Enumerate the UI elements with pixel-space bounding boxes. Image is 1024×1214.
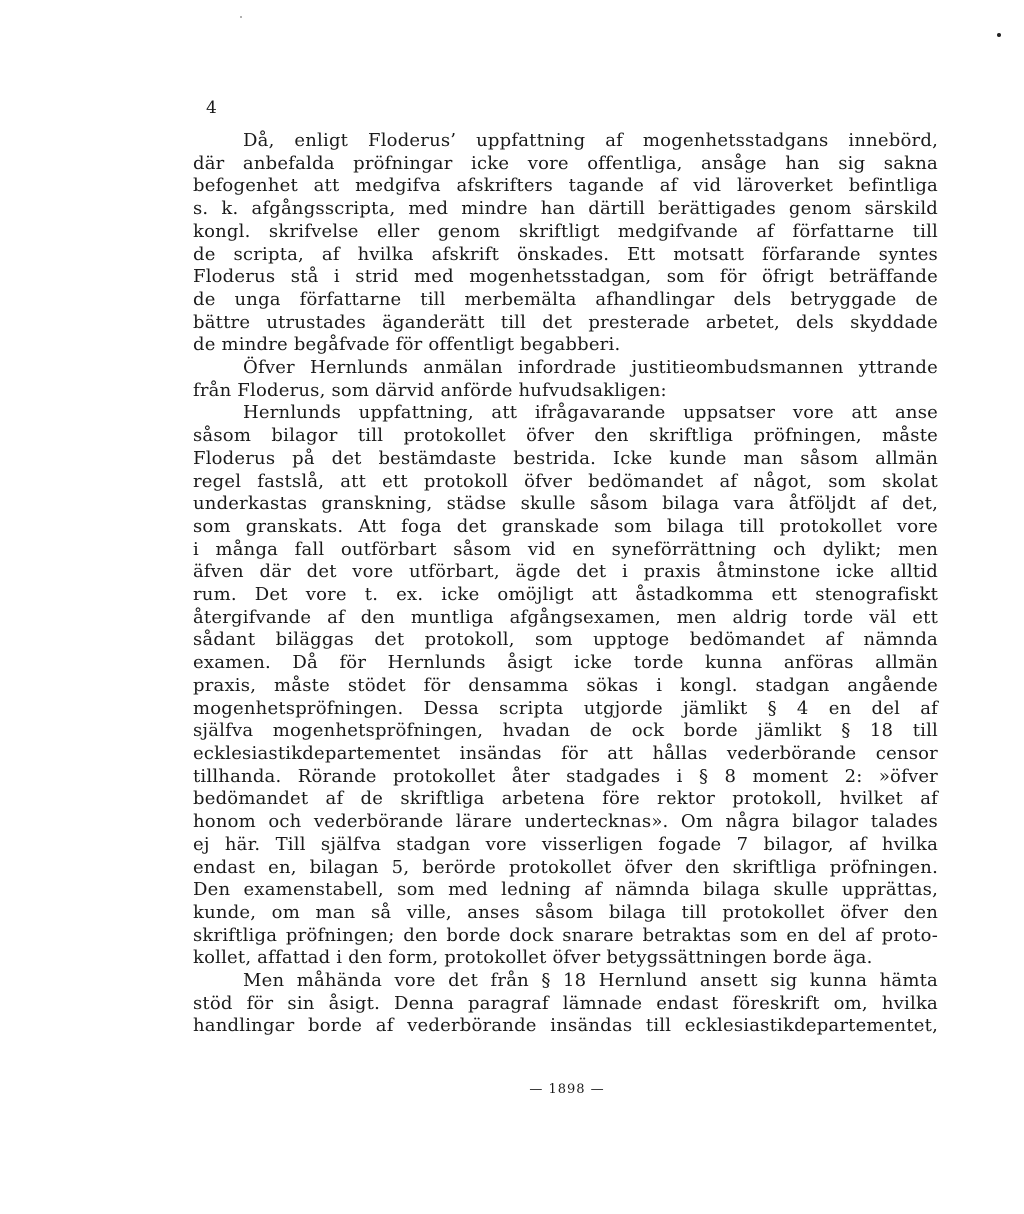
text-line: Hernlunds uppfattning, att ifrågavarande uppsatser vore att anse: [243, 402, 938, 424]
text-line: sådant biläggas det protokoll, som upptoge bedömandet af nämnda: [193, 629, 938, 651]
text-line: där anbefalda pröfningar icke vore offentliga, ansåge han sig sakna: [193, 152, 938, 174]
text-line: kollet, affattad i den form, protokollet öfver betygssättningen borde äga.: [193, 947, 873, 969]
text-line: handlingar borde af vederbörande insändas till ecklesiastikdepartementet,: [193, 1015, 938, 1037]
page-number: 4: [206, 98, 217, 118]
text-line: endast en, bilagan 5, berörde protokollet öfver den skriftliga pröfningen.: [193, 856, 938, 878]
text-line: kunde, om man så ville, anses såsom bilaga till protokollet öfver den: [193, 901, 938, 923]
text-line: återgifvande af den muntliga afgångsexamen, men aldrig torde väl ett: [193, 606, 938, 628]
text-line: ecklesiastikdepartementet insändas för att hållas vederbörande censor: [193, 742, 938, 764]
text-line: Men måhända vore det från § 18 Hernlund ansett sig kunna hämta: [243, 970, 938, 992]
text-line: såsom bilagor till protokollet öfver den skriftliga pröfningen, måste: [193, 425, 938, 447]
text-line: ej här. Till själfva stadgan vore visserligen fogade 7 bilagor, af hvilka: [193, 833, 938, 855]
text-line: rum. Det vore t. ex. icke omöjligt att åstadkomma ett stenografiskt: [193, 584, 938, 606]
text-line: underkastas granskning, städse skulle såsom bilaga vara åtföljdt af det,: [193, 493, 938, 515]
text-line: befogenhet att medgifva afskrifters tagande af vid läroverket befintliga: [193, 175, 938, 197]
text-line: bedömandet af de skriftliga arbetena före rektor protokoll, hvilket af: [193, 788, 938, 810]
text-line: skriftliga pröfningen; den borde dock snarare betraktas som en del af proto-: [193, 924, 938, 946]
text-line: som granskats. Att foga det granskade som bilaga till protokollet vore: [193, 515, 938, 537]
text-line: tillhanda. Rörande protokollet åter stadgades i § 8 moment 2: »öfver: [193, 765, 938, 787]
text-line: Floderus stå i strid med mogenhetsstadgan, som för öfrigt beträffande: [193, 266, 938, 288]
text-line: Den examenstabell, som med ledning af nämnda bilaga skulle upprättas,: [193, 879, 938, 901]
text-line: de mindre begåfvade för offentligt begabberi.: [193, 334, 621, 356]
text-line: Öfver Hernlunds anmälan infordrade justitieombudsmannen yttrande: [243, 357, 938, 379]
text-line: s. k. afgångsscripta, med mindre han därtill berättigades genom särskild: [193, 198, 938, 220]
text-line: Då, enligt Floderus’ uppfattning af mogenhetsstadgans innebörd,: [243, 130, 938, 151]
text-line: kongl. skrifvelse eller genom skriftligt medgifvande af författarne till: [193, 220, 938, 242]
text-line: examen. Då för Hernlunds åsigt icke torde kunna anföras allmän: [193, 652, 938, 674]
page-footer-year: — 1898 —: [529, 1082, 605, 1097]
body-text: [193, 130, 938, 1038]
text-line: själfva mogenhetspröfningen, hvadan de ock borde jämlikt § 18 till: [193, 720, 938, 742]
text-line: de unga författarne till merbemälta afhandlingar dels betryggade de: [193, 288, 938, 310]
text-line: i många fall outförbart såsom vid en syneförrättning och dylikt; men: [193, 538, 938, 560]
text-line: stöd för sin åsigt. Denna paragraf lämnade endast föreskrift om, hvilka: [193, 992, 938, 1014]
text-line: honom och vederbörande lärare undertecknas». Om några bilagor talades: [193, 811, 938, 833]
text-line: praxis, måste stödet för densamma sökas i kongl. stadgan angående: [193, 674, 938, 696]
text-line: de scripta, af hvilka afskrift önskades. Ett motsatt förfarande syntes: [193, 243, 938, 265]
ink-speck: [997, 33, 1001, 37]
text-line: regel fastslå, att ett protokoll öfver bedömandet af något, som skolat: [193, 470, 938, 492]
text-line: bättre utrustades äganderätt till det presterade arbetet, dels skyddade: [193, 311, 938, 333]
text-line: Floderus på det bestämdaste bestrida. Icke kunde man såsom allmän: [193, 447, 938, 469]
ink-speck: [240, 16, 242, 18]
text-line: mogenhetspröfningen. Dessa scripta utgjorde jämlikt § 4 en del af: [193, 697, 938, 719]
text-line: äfven där det vore utförbart, ägde det i praxis åtminstone icke alltid: [193, 561, 938, 583]
text-line: från Floderus, som därvid anförde hufvudsakligen:: [193, 379, 667, 401]
